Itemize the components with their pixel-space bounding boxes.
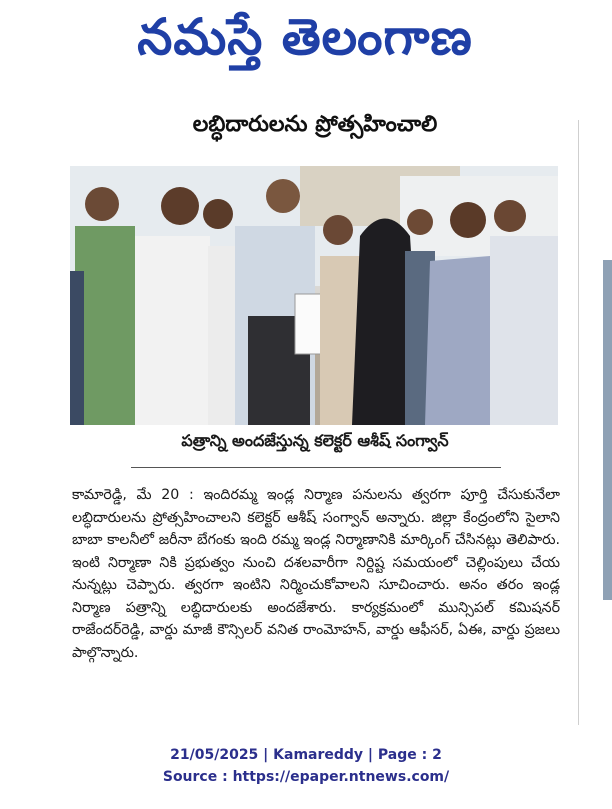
caption-divider [131, 467, 501, 468]
page-footer [0, 744, 612, 788]
photo-caption: పత్రాన్ని అందజేస్తున్న కలెక్టర్ ఆశీష్ సంగ్వాన్ [181, 431, 449, 450]
source-link[interactable]: Source : https://epaper.ntnews.com/ [162, 769, 450, 785]
edition-info: 21/05/2025 | Kamareddy | Page : 2 [170, 747, 442, 763]
article-body-text: కామారెడ్డి, మే 20 : ఇందిరమ్మ ఇండ్ల నిర్మాణ పనులను త్వరగా పూర్తి చేసుకునేలా లబ్ధిదారులను ప్రోత్సహించాలని కలెక్టర్ ఆశీష్ సంగ్వాన్ అన్నారు. జిల్లా కేంద్రంలోని సైలాని బాబా కాలనీలో జరీనా బేగంకు ఇంది రమ్మ ఇండ్ల నిర్మాణానికి మార్కింగ్ చేసినట్లు తెలిపారు. ఇంటి నిర్మాణా నికి ప్రభుత్వం నుంచి దశలవారీగా నిర్దిష్ట సమయంలో చెల్లింపులు చేయ నున్నట్లు చెప్పారు. త్వరగా ఇంటిని నిర్మించుకోవాలని సూచించారు. అనం తరం ఇండ్ల నిర్మాణ పత్రాన్ని లబ్ధిదారులకు అందజేశారు. కార్యక్రమంలో మున్సిపల్ కమిషనర్ రాజేందర్‌రెడ్డి, వార్డు మాజీ కౌన్సిలర్ వనిత రాంమోహన్, వార్డు ఆఫీసర్, ఏఈ, వార్డు ప్రజలు పాల్గొన్నారు. [72, 487, 560, 661]
article-photo [70, 166, 558, 425]
article-body [72, 484, 560, 664]
adjacent-photo-fragment [603, 260, 612, 600]
adjacent-article-fragment [597, 160, 612, 780]
article-headline: లబ్ధిదారులను ప్రోత్సహించాలి [192, 112, 438, 137]
newspaper-logo: నమస్తే తెలంగాణ [137, 8, 473, 66]
masthead [0, 0, 612, 78]
column-divider [578, 120, 579, 725]
